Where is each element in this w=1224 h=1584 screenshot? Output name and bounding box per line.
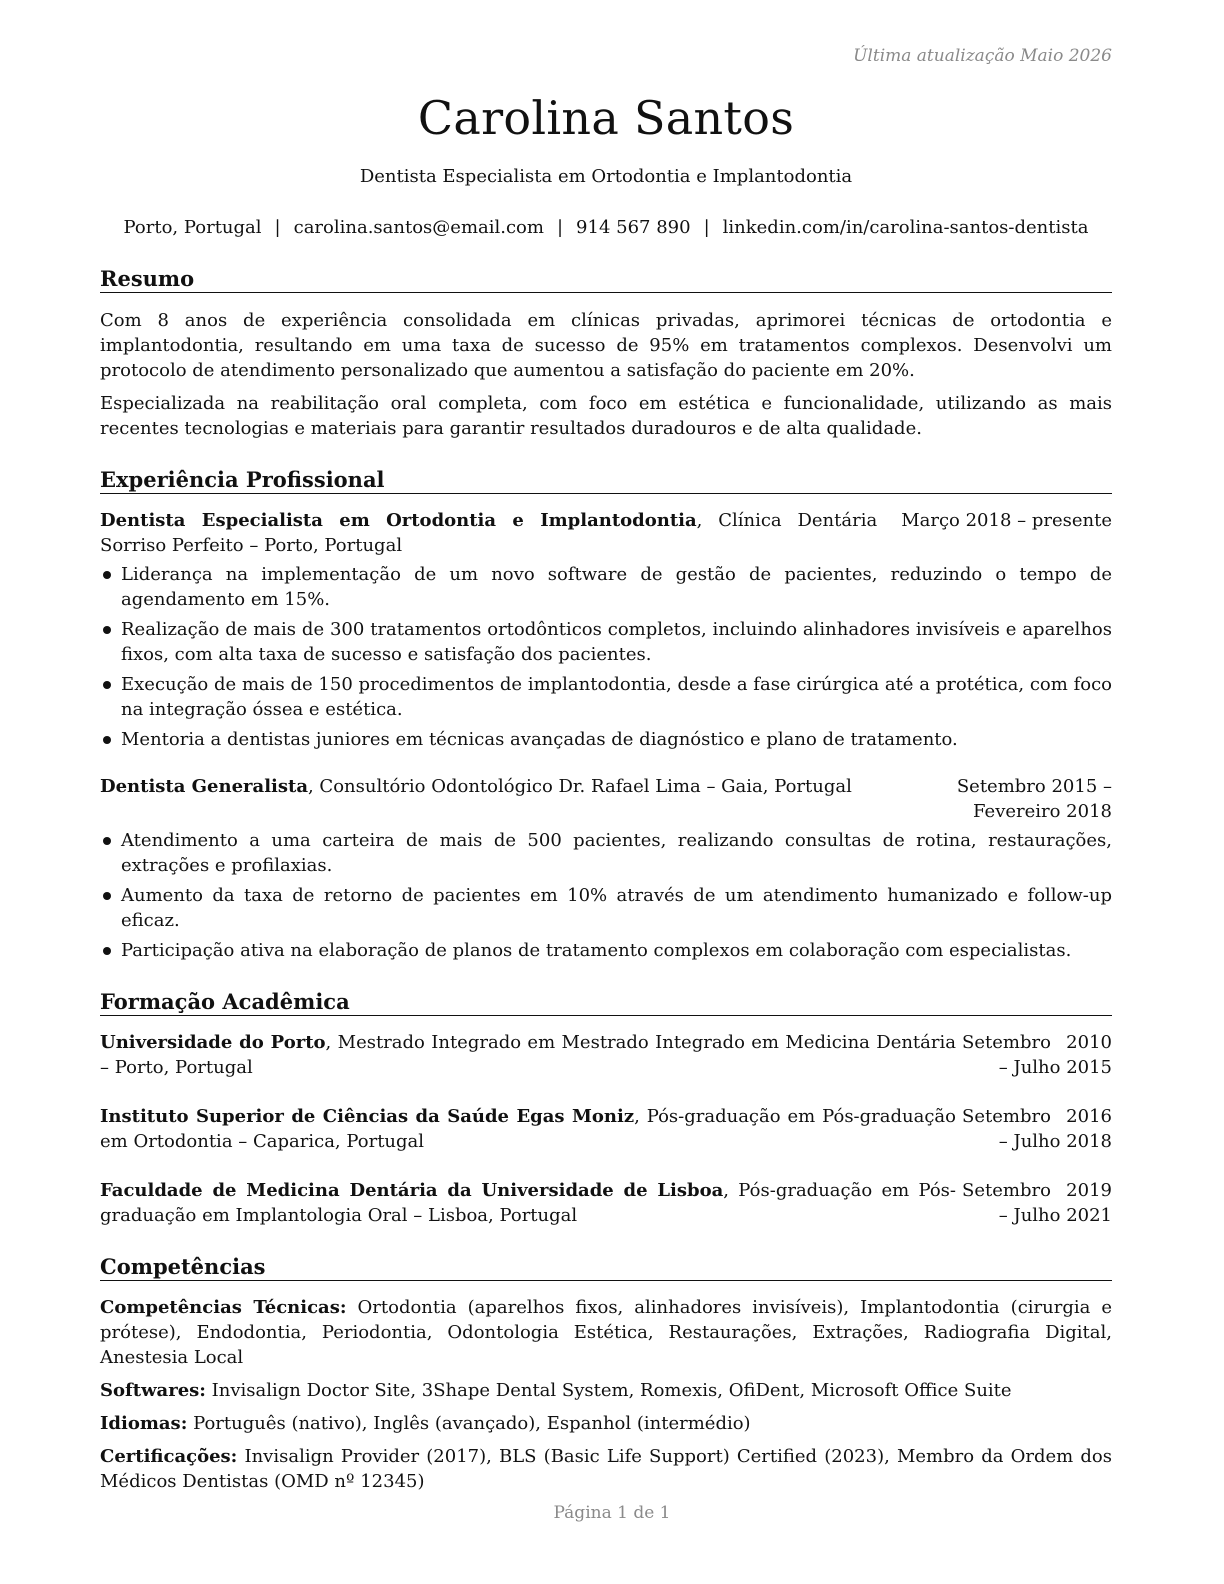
job-bullets (100, 562, 1112, 752)
education-heading: Formação Acadêmica (100, 989, 1112, 1016)
education-dates: Setembro 2010 – Julho 2015 (962, 1032, 1112, 1078)
education-entry (100, 1104, 1112, 1154)
skill-text: Invisalign Provider (2017), BLS (Basic Life Support) Certified (2023), Membro da Ordem dos Médicos Dentistas (OMD nº 12345) (100, 1446, 1112, 1492)
skills-list (100, 1295, 1112, 1494)
bullet-icon (103, 892, 111, 900)
bullet-icon (103, 681, 111, 689)
education-detail: , Pós-graduação em Pós-graduação em Implantologia Oral – Lisboa, Portugal (100, 1180, 956, 1226)
skill-label: Competências Técnicas: (100, 1297, 347, 1318)
education-title-line (100, 1104, 962, 1154)
list-item (100, 828, 1112, 878)
job-header (100, 774, 1112, 824)
contact-separator: | (703, 217, 710, 238)
contact-separator: | (556, 217, 564, 238)
bullet-text: Participação ativa na elaboração de planos de tratamento complexos em colaboração com especialistas. (121, 940, 1072, 961)
job-title-line (100, 508, 901, 558)
skill-line (100, 1411, 1112, 1436)
bullet-text: Atendimento a uma carteira de mais de 500 pacientes, realizando consultas de rotina, restaurações, extrações e profilaxias. (121, 830, 1112, 876)
summary-paragraph: Com 8 anos de experiência consolidada em clínicas privadas, aprimorei técnicas de ortodontia e implantodontia, resultando em uma taxa de sucesso de 95% em tratamentos complexos. Desenvolvi um protocolo de atendimento personalizado que aumentou a satisfação do paciente em 20%. (100, 310, 1112, 381)
job-entry (100, 774, 1112, 963)
list-item (100, 883, 1112, 933)
skill-line (100, 1444, 1112, 1494)
job-header (100, 508, 1112, 558)
job-entry (100, 508, 1112, 752)
list-item (100, 672, 1112, 722)
contact-line (100, 215, 1112, 240)
bullet-text: Aumento da taxa de retorno de pacientes em 10% através de um atendimento humanizado e follow-up eficaz. (121, 885, 1112, 931)
skill-line (100, 1295, 1112, 1370)
list-item (100, 562, 1112, 612)
education-dates: Setembro 2016 – Julho 2018 (962, 1106, 1112, 1152)
bullet-icon (103, 626, 111, 634)
skill-label: Certificações: (100, 1446, 238, 1467)
bullet-icon (103, 571, 111, 579)
contact-separator: | (274, 217, 281, 238)
skill-text: Invisalign Doctor Site, 3Shape Dental System, Romexis, OfiDent, Microsoft Office Suite (205, 1380, 1012, 1401)
bullet-icon (103, 947, 111, 955)
education-entry (100, 1030, 1112, 1080)
list-item (100, 617, 1112, 667)
job-org: , Consultório Odontológico Dr. Rafael Lima – Gaia, Portugal (307, 776, 852, 797)
job-bullets (100, 828, 1112, 963)
bullet-icon (103, 736, 111, 744)
job-role: Dentista Especialista em Ortodontia e Implantodontia (100, 510, 697, 531)
summary-heading: Resumo (100, 266, 1112, 293)
job-dates: Março 2018 – presente (901, 510, 1112, 531)
education-institution: Instituto Superior de Ciências da Saúde Egas Moniz (100, 1106, 635, 1127)
contact-phone: 914 567 890 (576, 217, 691, 238)
skill-text: Português (nativo), Inglês (avançado), Espanhol (intermédio) (187, 1413, 751, 1434)
candidate-headline: Dentista Especialista em Ortodontia e Implantodontia (359, 166, 853, 187)
skills-heading: Competências (100, 1254, 1112, 1281)
education-title-line (100, 1030, 962, 1080)
job-dates: Setembro 2015 – Fevereiro 2018 (956, 776, 1112, 822)
bullet-text: Realização de mais de 300 tratamentos ortodônticos completos, incluindo alinhadores invisíveis e aparelhos fixos, com alta taxa de sucesso e satisfação dos pacientes. (121, 619, 1112, 665)
skill-label: Softwares: (100, 1380, 206, 1401)
contact-email[interactable]: carolina.santos@email.com (293, 217, 544, 238)
list-item (100, 938, 1112, 963)
contact-linkedin[interactable]: linkedin.com/in/carolina-santos-dentista (722, 217, 1089, 238)
job-title-line (100, 774, 876, 799)
summary-paragraph: Especializada na reabilitação oral completa, com foco em estética e funcionalidade, utilizando as mais recentes tecnologias e materiais para garantir resultados duradouros e de alta qualidade. (100, 393, 1112, 439)
education-detail: , Pós-graduação em Pós-graduação em Ortodontia – Caparica, Portugal (100, 1106, 956, 1152)
last-updated: Última atualização Maio 2026 (853, 46, 1112, 66)
skill-label: Idiomas: (100, 1413, 188, 1434)
candidate-name: Carolina Santos (417, 91, 795, 145)
bullet-text: Mentoria a dentistas juniores em técnicas avançadas de diagnóstico e plano de tratamento. (121, 729, 958, 750)
education-detail: , Mestrado Integrado em Mestrado Integrado em Medicina Dentária – Porto, Portugal (100, 1032, 956, 1078)
education-dates: Setembro 2019 – Julho 2021 (962, 1180, 1112, 1226)
page-number: Página 1 de 1 (553, 1503, 671, 1523)
contact-location: Porto, Portugal (123, 217, 262, 238)
skill-line (100, 1378, 1112, 1403)
bullet-text: Execução de mais de 150 procedimentos de implantodontia, desde a fase cirúrgica até a protética, com foco na integração óssea e estética. (121, 674, 1112, 720)
bullet-text: Liderança na implementação de um novo software de gestão de pacientes, reduzindo o tempo de agendamento em 15%. (121, 564, 1112, 610)
education-institution: Faculdade de Medicina Dentária da Universidade de Lisboa (100, 1180, 724, 1201)
education-institution: Universidade do Porto (100, 1032, 326, 1053)
education-entry (100, 1178, 1112, 1228)
job-role: Dentista Generalista (100, 776, 308, 797)
education-title-line (100, 1178, 962, 1228)
skill-text: Ortodontia (aparelhos fixos, alinhadores invisíveis), Implantodontia (cirurgia e prótese), Endodontia, Periodontia, Odontologia Estética, Restaurações, Extrações, Radiografia Digital, Anestesia Local (100, 1297, 1113, 1368)
bullet-icon (103, 837, 111, 845)
list-item (100, 727, 1112, 752)
job-org: , Clínica Dentária Sorriso Perfeito – Porto, Portugal (100, 510, 878, 556)
experience-heading: Experiência Profissional (100, 467, 1112, 494)
